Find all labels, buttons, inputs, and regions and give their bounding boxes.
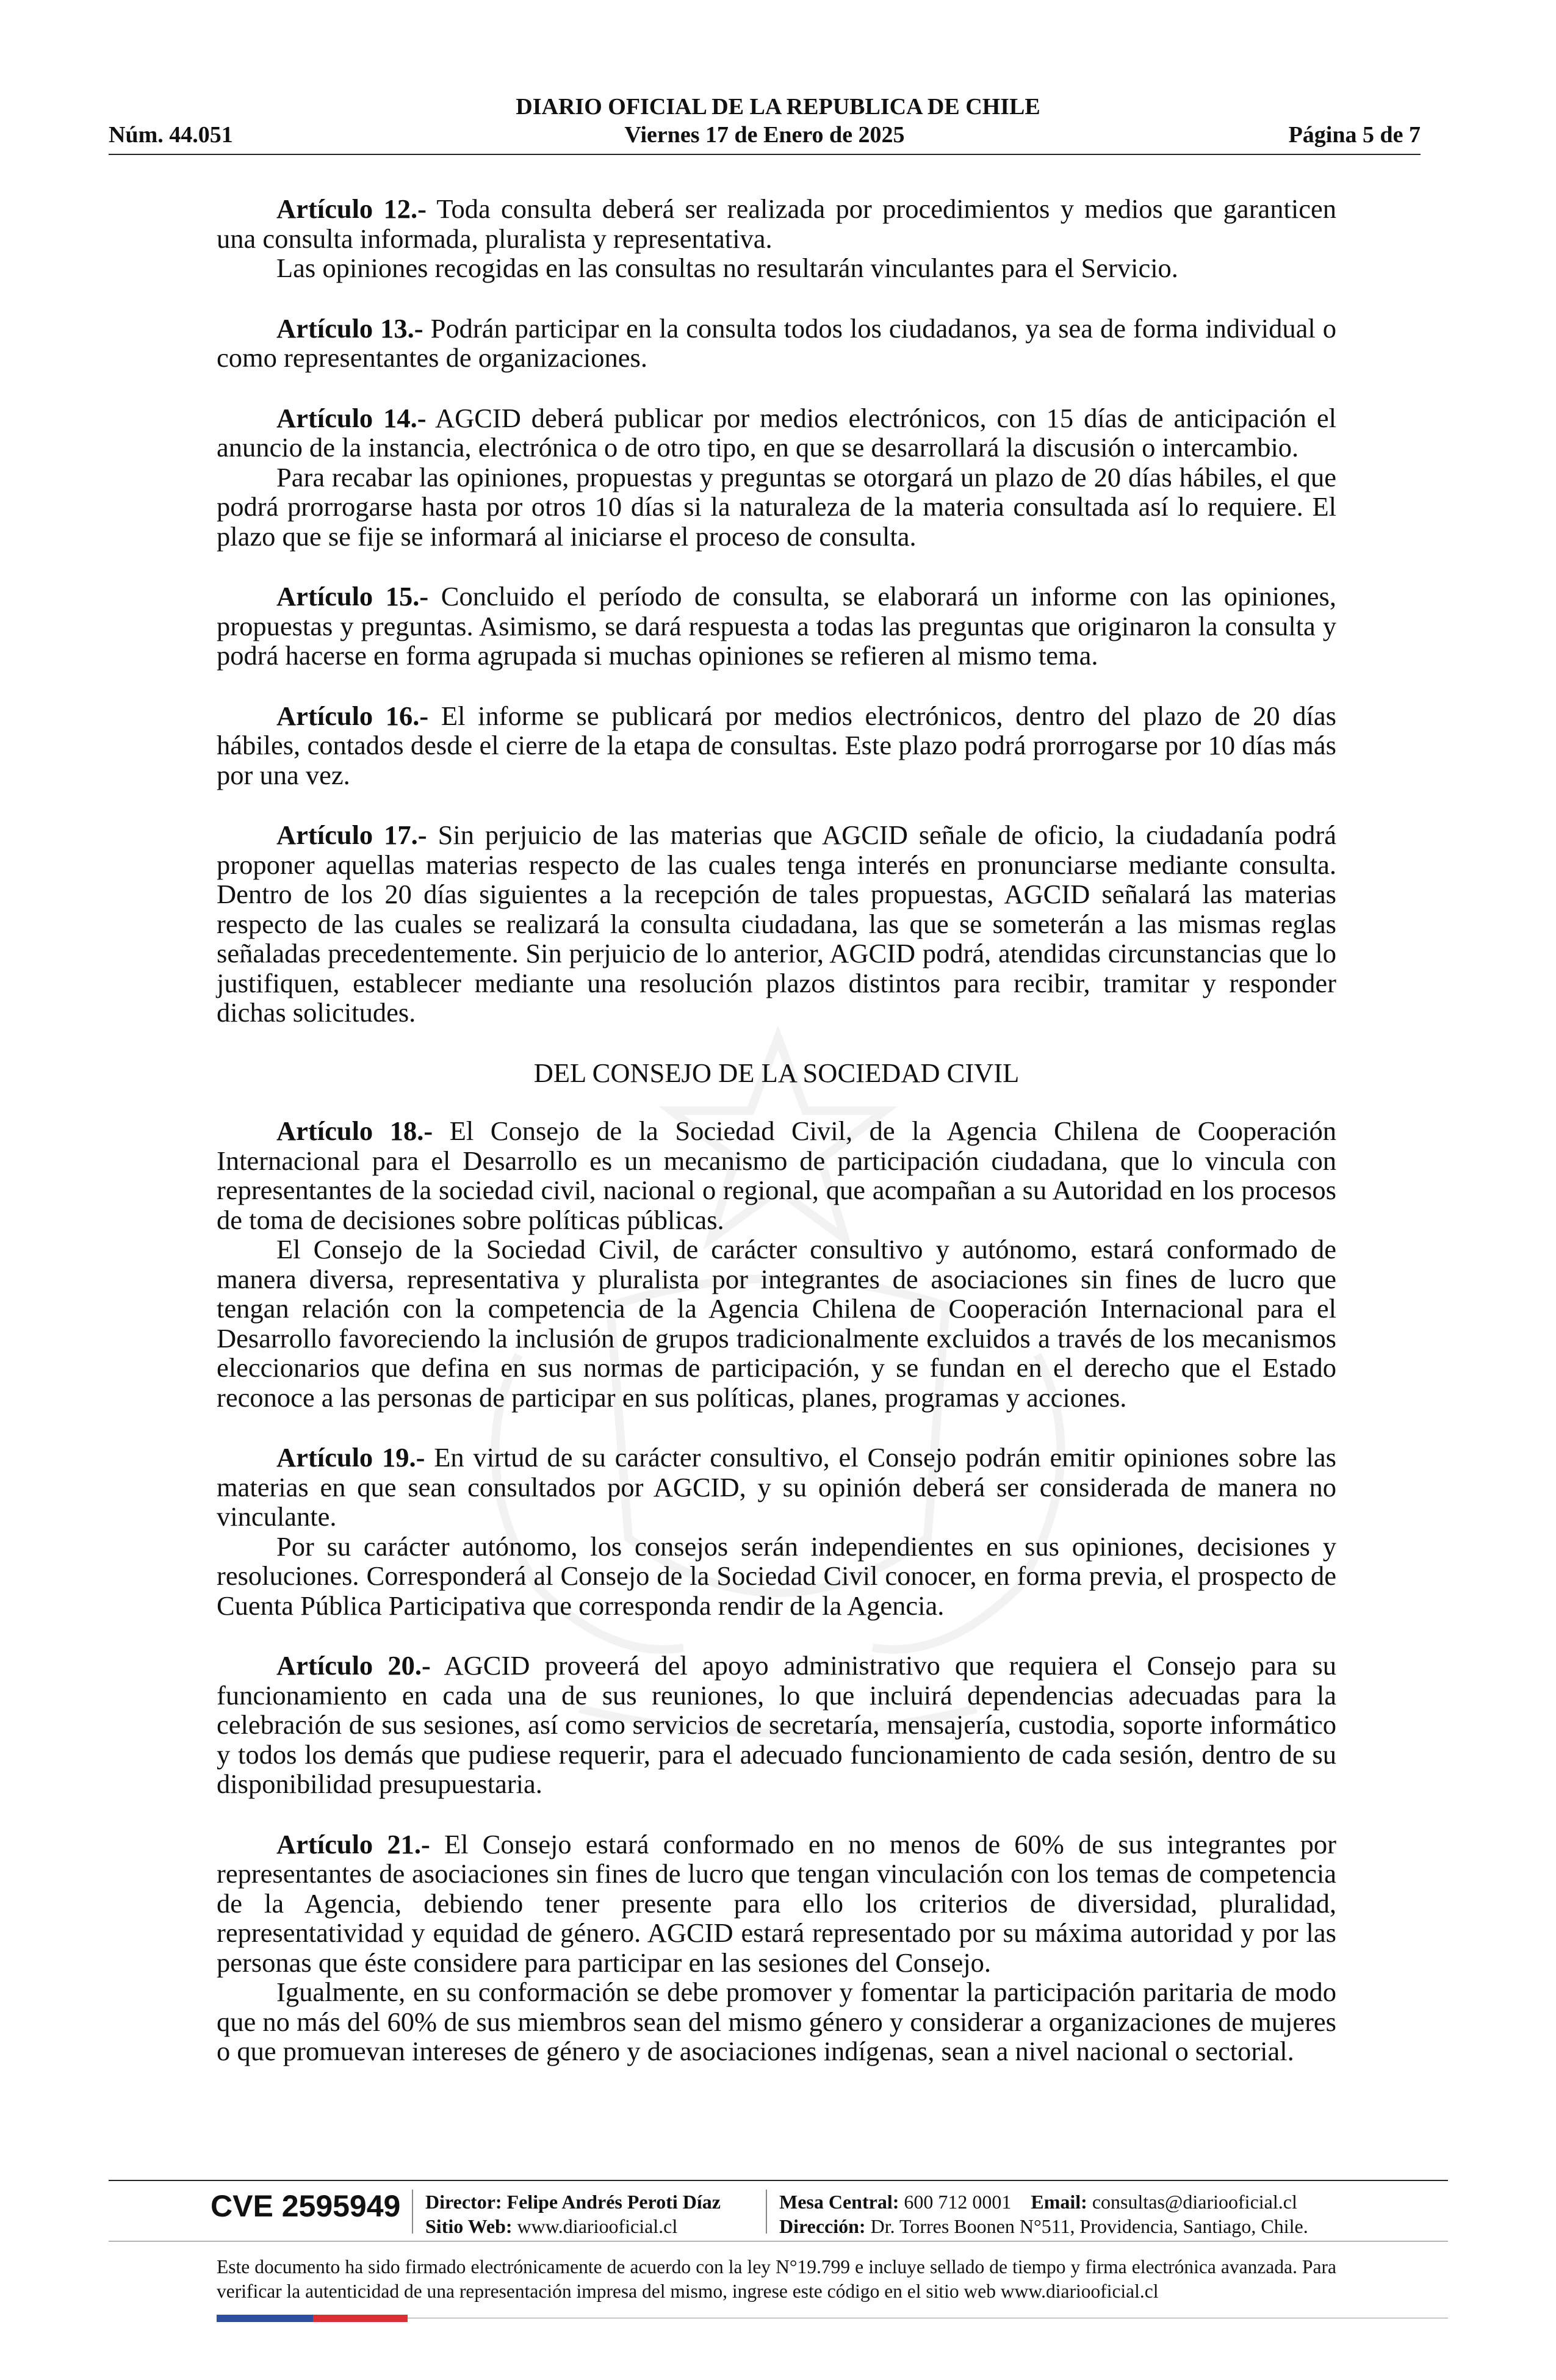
article-text: Sin perjuicio de las materias que AGCID señale de oficio, la ciudadanía podrá proponer aquellas materias respecto de las cuales tenga interés en pronunciarse mediante consulta. Dentro de los 20 días siguientes a la recepción de tales propuestas, AGCID señalará las materias respecto de las cuales se realizará la consulta ciudadana, las que se someterán a las mismas reglas señaladas precedentemente. Sin perjuicio de lo anterior, AGCID podrá, atendidas circunstancias que lo justifiquen, establecer mediante una resolución plazos distintos para recibir, tramitar y responder dichas solicitudes. (217, 820, 1336, 1028)
section-title: DEL CONSEJO DE LA SOCIEDAD CIVIL (533, 1057, 1020, 1088)
article-18-paragraph-2: El Consejo de la Sociedad Civil, de carácter consultivo y autónomo, estará conformado de manera diversa, representativa y pluralista por integrantes de asociaciones sin fines de lucro que tengan relación con la competencia de la Agencia Chilena de Cooperación Internacional para el Desarrollo favoreciendo la inclusión de grupos tradicionalmente excluidos a través de los mecanismos eleccionarios que defina en sus normas de participación, y se fundan en el derecho que el Estado reconoce a las personas de participar en sus políticas, planes, programas y acciones. (217, 1234, 1336, 1413)
verification-note: Este documento ha sido firmado electrónicamente de acuerdo con la ley N°19.799 e incluye sellado de tiempo y firma electrónica avanzada. Para verificar la autenticidad de una representación impresa del mismo, ingrese este código en el sitio web www.diariooficial.cl (217, 2256, 1336, 2302)
article-text: Concluido el período de consulta, se elaborará un informe con las opiniones, propuestas y preguntas. Asimismo, se dará respuesta a todas las preguntas que originaron la consulta y podrá hacerse en forma agrupada si muchas opiniones se refieren al mismo tema. (217, 581, 1336, 671)
article-13 (217, 314, 1336, 373)
article-text: AGCID proveerá del apoyo administrativo que requiera el Consejo para su funcionamiento en cada una de sus reuniones, lo que incluirá dependencias adecuadas para la celebración de sus sesiones, así como servicios de secretaría, mensajería, custodia, soporte informático y todos los demás que pudiese requerir, para el adecuado funcionamiento de cada sesión, dentro de su disponibilidad presupuestaria. (217, 1650, 1336, 1799)
article-16 (217, 701, 1336, 790)
article-label: Artículo 17.- (276, 820, 427, 850)
article-label: Artículo 19.- (276, 1442, 425, 1473)
cve-code: CVE 2595949 (211, 2189, 401, 2223)
article-14 (217, 403, 1336, 463)
article-label: Artículo 14.- (276, 402, 427, 433)
article-text: Toda consulta deberá ser realizada por procedimientos y medios que garanticen una consulta informada, pluralista y representativa. (217, 193, 1336, 254)
article-text: AGCID deberá publicar por medios electrónicos, con 15 días de anticipación el anuncio de la instancia, electrónica o de otro tipo, en que se desarrollará la discusión o intercambio. (217, 402, 1336, 463)
article-text: Podrán participar en la consulta todos los ciudadanos, ya sea de forma individual o como representantes de organizaciones. (217, 312, 1336, 373)
address-line (779, 2214, 1308, 2238)
director-line (425, 2190, 721, 2214)
flag-blue-stripe (217, 2315, 313, 2322)
article-18 (217, 1116, 1336, 1235)
article-17 (217, 820, 1336, 1028)
director-name: Felipe Andrés Peroti Díaz (506, 2191, 721, 2213)
email-label: Email: (1031, 2191, 1087, 2213)
footer-separator (412, 2190, 413, 2234)
contact-line (779, 2190, 1297, 2214)
article-label: Artículo 18.- (276, 1116, 433, 1146)
article-text: El Consejo estará conformado en no menos de 60% de sus integrantes por representantes de asociaciones sin fines de lucro que tengan vinculación con los temas de competencia de la Agencia, debiendo tener presente para ello los criterios de diversidad, pluralidad, representatividad y equidad de género. AGCID estará representado por su máxima autoridad y por las personas que éste considere para participar en las sesiones del Consejo. (217, 1828, 1336, 1978)
address-label: Dirección: (779, 2215, 866, 2237)
site-link[interactable]: www.diariooficial.cl (517, 2215, 678, 2237)
article-label: Artículo 13.- (276, 312, 423, 344)
article-text: El informe se publicará por medios electrónicos, dentro del plazo de 20 días hábiles, contados desde el cierre de la etapa de consultas. Este plazo podrá prorrogarse por 10 días más por una vez. (217, 700, 1336, 790)
article-19-paragraph-2: Por su carácter autónomo, los consejos serán independientes en sus opiniones, decisiones y resoluciones. Corresponderá al Consejo de la Sociedad Civil conocer, en forma previa, el prospecto de Cuenta Pública Participativa que corresponda rendir de la Agencia. (217, 1531, 1336, 1621)
article-12-paragraph-2: Las opiniones recogidas en las consultas no resultarán vinculantes para el Servicio. (276, 253, 1178, 283)
article-21-paragraph-2: Igualmente, en su conformación se debe promover y fomentar la participación paritaria de modo que no más del 60% de sus miembros sean del mismo género y considerar a organizaciones de mujeres o que promuevan intereses de género y de asociaciones indígenas, sean a nivel nacional o sectorial. (217, 1977, 1336, 2066)
address-value: Dr. Torres Boonen N°511, Providencia, Santiago, Chile. (870, 2215, 1308, 2237)
article-12 (217, 194, 1336, 253)
article-14-paragraph-2: Para recabar las opiniones, propuestas y preguntas se otorgará un plazo de 20 días hábiles, el que podrá prorrogarse hasta por otros 10 días si la naturaleza de la materia consultada así lo requiere. El plazo que se fije se informará al iniciarse el proceso de consulta. (217, 461, 1336, 552)
article-text: El Consejo de la Sociedad Civil, de la Agencia Chilena de Cooperación Internacional para el Desarrollo es un mecanismo de participación ciudadana, que lo vincula con representantes de la sociedad civil, nacional o regional, que acompañan a su Autoridad en los procesos de toma de decisiones sobre políticas públicas. (217, 1116, 1336, 1235)
article-21 (217, 1830, 1336, 1978)
article-19 (217, 1443, 1336, 1532)
issue-date: Viernes 17 de Enero de 2025 (624, 122, 905, 148)
mesa-label: Mesa Central: (779, 2191, 899, 2213)
footer-separator (766, 2190, 767, 2234)
article-label: Artículo 20.- (276, 1650, 431, 1681)
header-divider (109, 154, 1421, 155)
article-label: Artículo 16.- (276, 700, 429, 731)
site-label: Sitio Web: (425, 2215, 513, 2237)
issue-number: Núm. 44.051 (109, 122, 233, 148)
article-label: Artículo 12.- (276, 193, 427, 224)
flag-red-stripe (313, 2315, 408, 2322)
article-label: Artículo 21.- (276, 1828, 430, 1859)
footer-top-divider (109, 2180, 1448, 2181)
director-label: Director: (425, 2191, 502, 2213)
email-link[interactable]: consultas@diariooficial.cl (1092, 2191, 1297, 2213)
gazette-title: DIARIO OFICIAL DE LA REPUBLICA DE CHILE (516, 94, 1040, 120)
article-text: En virtud de su carácter consultivo, el Consejo podrán emitir opiniones sobre las materias en que sean consultados por AGCID, y su opinión deberá ser considerada de manera no vinculante. (217, 1442, 1336, 1532)
site-line (425, 2214, 677, 2238)
article-15 (217, 582, 1336, 671)
document-body (217, 194, 1336, 2066)
article-label: Artículo 15.- (276, 581, 429, 611)
article-20 (217, 1651, 1336, 1799)
page-indicator: Página 5 de 7 (1288, 122, 1421, 148)
mesa-phone: 600 712 0001 (904, 2191, 1012, 2213)
